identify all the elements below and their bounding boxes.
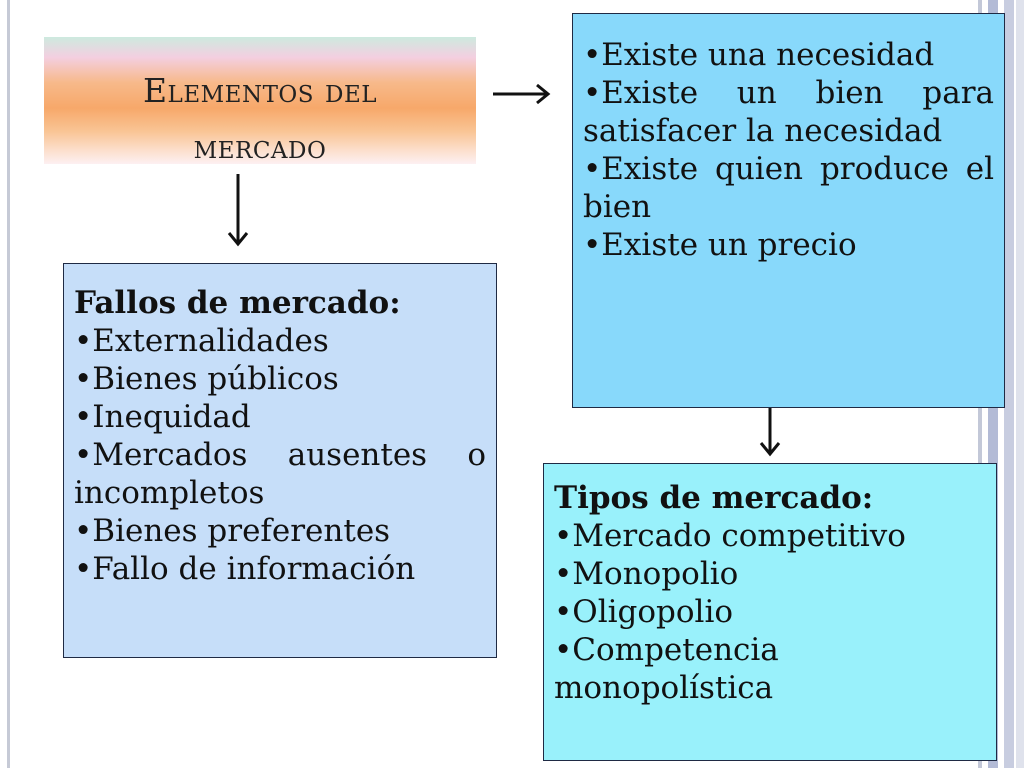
- title-box: [44, 37, 476, 164]
- existe-item: • Existe una necesidad: [583, 36, 994, 74]
- title-line-1: Elementos del: [142, 71, 378, 110]
- fallos-list: [74, 322, 486, 588]
- frame-line-right: [1016, 0, 1024, 768]
- fallos-heading: Fallos de mercado:: [74, 285, 401, 321]
- tipos-item: • Mercado competitivo: [554, 517, 986, 555]
- frame-line-left: [7, 0, 10, 768]
- fallos-item: • Fallo de información: [74, 550, 486, 588]
- frame-line-right: [1004, 0, 1014, 768]
- tipos-item: • Competencia monopolística: [554, 631, 986, 707]
- arrow-down-icon: [224, 172, 252, 248]
- tipos-list: [554, 517, 986, 707]
- arrow-right-icon: [491, 80, 553, 108]
- tipos-item: • Monopolio: [554, 555, 986, 593]
- fallos-item: • Mercados ausentes o incompletos: [74, 436, 486, 512]
- fallos-box: [63, 263, 497, 658]
- fallos-item: • Inequidad: [74, 398, 486, 436]
- existe-box: [572, 13, 1005, 408]
- title-line-2: mercado: [193, 127, 327, 166]
- fallos-item: • Bienes preferentes: [74, 512, 486, 550]
- fallos-item: • Externalidades: [74, 322, 486, 360]
- diagram-title: [44, 63, 476, 175]
- tipos-heading: Tipos de mercado:: [554, 480, 874, 516]
- existe-item: • Existe quien produce el bien: [583, 150, 994, 226]
- tipos-box: [543, 463, 997, 761]
- fallos-item: • Bienes públicos: [74, 360, 486, 398]
- existe-item: • Existe un precio: [583, 226, 994, 264]
- existe-list: [583, 36, 994, 264]
- tipos-item: • Oligopolio: [554, 593, 986, 631]
- existe-item: • Existe un bien para satisfacer la necesidad: [583, 74, 994, 150]
